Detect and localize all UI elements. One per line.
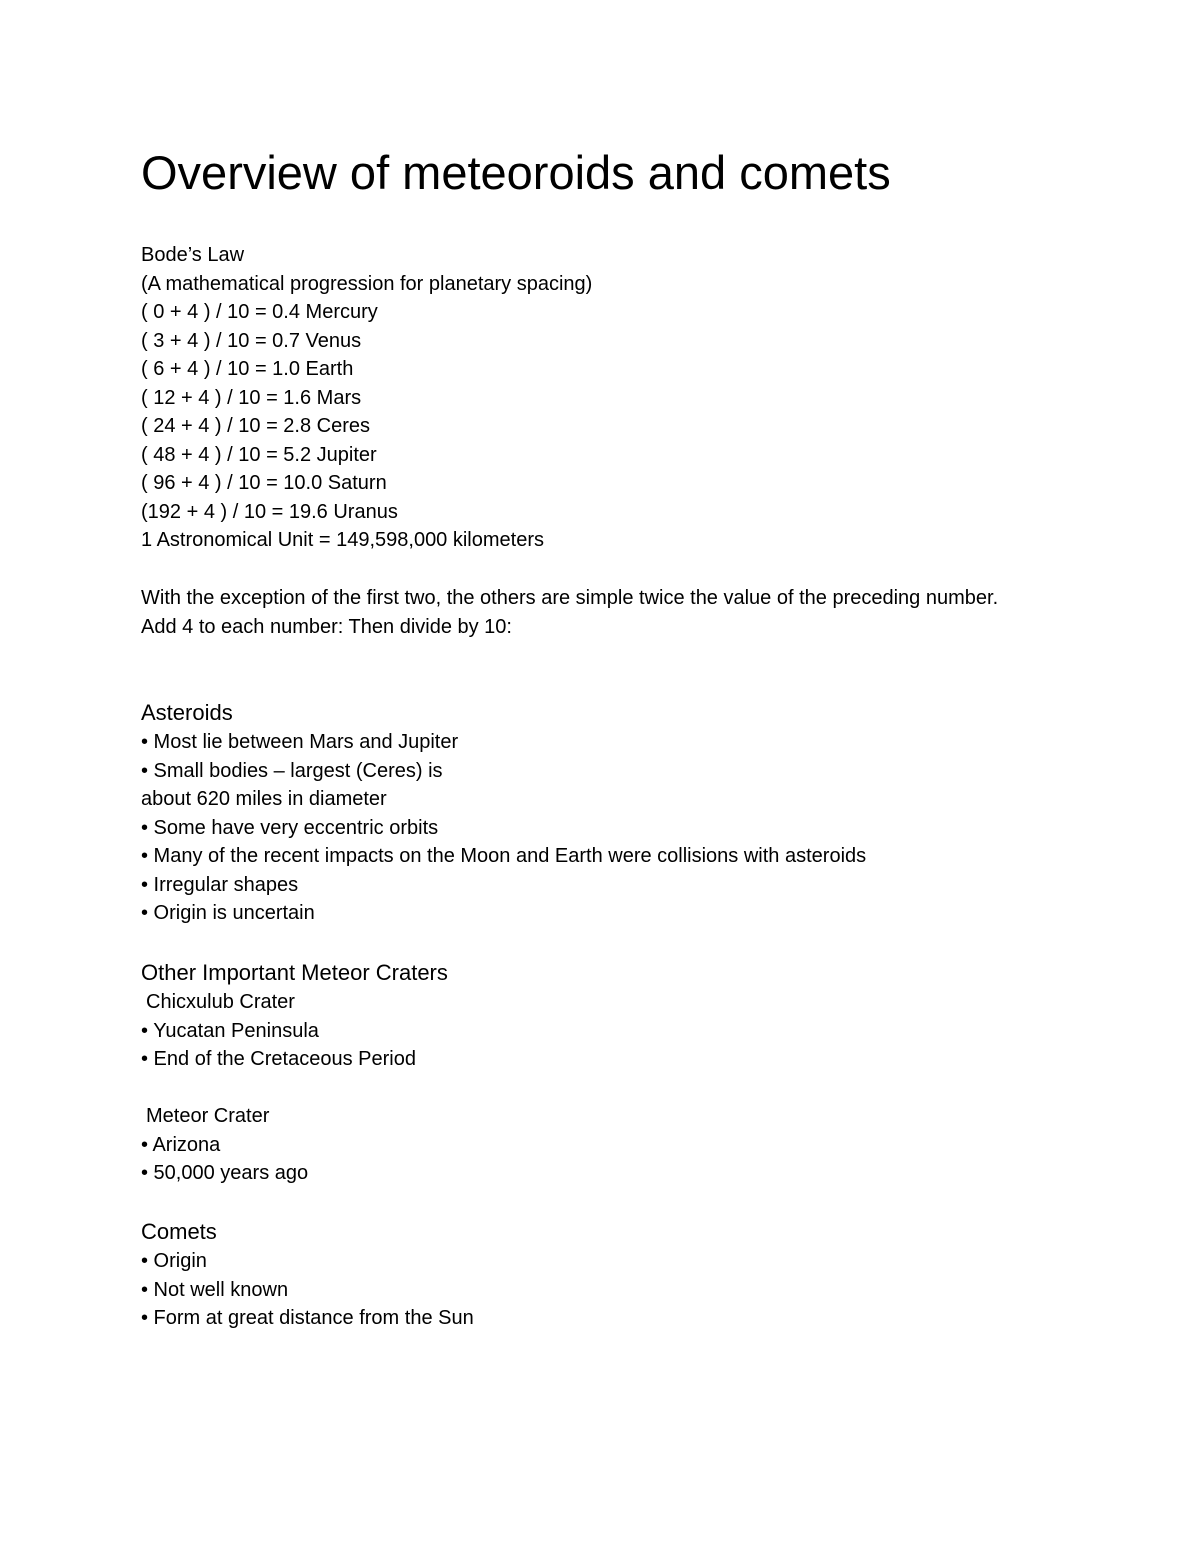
list-item: about 620 miles in diameter (141, 788, 387, 810)
bodes-law-line: ( 6 + 4 ) / 10 = 1.0 Earth (141, 358, 354, 380)
asteroids-section (141, 698, 866, 928)
bodes-law-instruction: Add 4 to each number: Then divide by 10: (141, 615, 512, 638)
list-item: • Small bodies – largest (Ceres) is (141, 759, 443, 782)
bodes-law-line: ( 48 + 4 ) / 10 = 5.2 Jupiter (141, 443, 377, 466)
asteroids-heading: Asteroids (141, 700, 233, 725)
chicxulub-crater-name: Chicxulub Crater (146, 991, 295, 1013)
meteor-crater-name: Meteor Crater (146, 1105, 270, 1127)
bodes-law-line: ( 96 + 4 ) / 10 = 10.0 Saturn (141, 472, 387, 494)
bodes-law-subtitle: (A mathematical progression for planetary spacing) (141, 272, 593, 295)
bodes-law-line: (192 + 4 ) / 10 = 19.6 Uranus (141, 500, 398, 523)
list-item: • End of the Cretaceous Period (141, 1048, 416, 1070)
list-item: • Form at great distance from the Sun (141, 1307, 474, 1329)
list-item: • 50,000 years ago (141, 1162, 309, 1184)
list-item: • Arizona (141, 1133, 221, 1156)
bodes-law-notes (141, 584, 1001, 641)
bodes-law-section (141, 241, 592, 555)
bodes-law-line: ( 12 + 4 ) / 10 = 1.6 Mars (141, 386, 362, 409)
comets-heading: Comets (141, 1219, 217, 1244)
list-item: • Origin is uncertain (141, 902, 315, 924)
bodes-law-line: ( 24 + 4 ) / 10 = 2.8 Ceres (141, 415, 371, 437)
bodes-law-note: With the exception of the first two, the others are simple twice the value of the preceding number. (141, 587, 999, 609)
craters-heading: Other Important Meteor Craters (141, 960, 448, 985)
astronomical-unit-line: 1 Astronomical Unit = 149,598,000 kilometers (141, 529, 544, 551)
bodes-law-line: ( 3 + 4 ) / 10 = 0.7 Venus (141, 329, 362, 352)
bodes-law-line: ( 0 + 4 ) / 10 = 0.4 Mercury (141, 301, 378, 323)
list-item: • Yucatan Peninsula (141, 1019, 319, 1042)
list-item: • Origin (141, 1250, 207, 1272)
list-item: • Not well known (141, 1278, 289, 1301)
bodes-law-heading: Bode’s Law (141, 244, 245, 266)
list-item: • Irregular shapes (141, 873, 299, 896)
craters-section (141, 958, 448, 1074)
list-item: • Most lie between Mars and Jupiter (141, 731, 459, 753)
meteor-crater-section (141, 1102, 308, 1188)
list-item: • Many of the recent impacts on the Moon and Earth were collisions with asteroids (141, 845, 867, 867)
page-title: Overview of meteoroids and comets (141, 146, 891, 199)
comets-section (141, 1217, 474, 1333)
list-item: • Some have very eccentric orbits (141, 816, 439, 839)
